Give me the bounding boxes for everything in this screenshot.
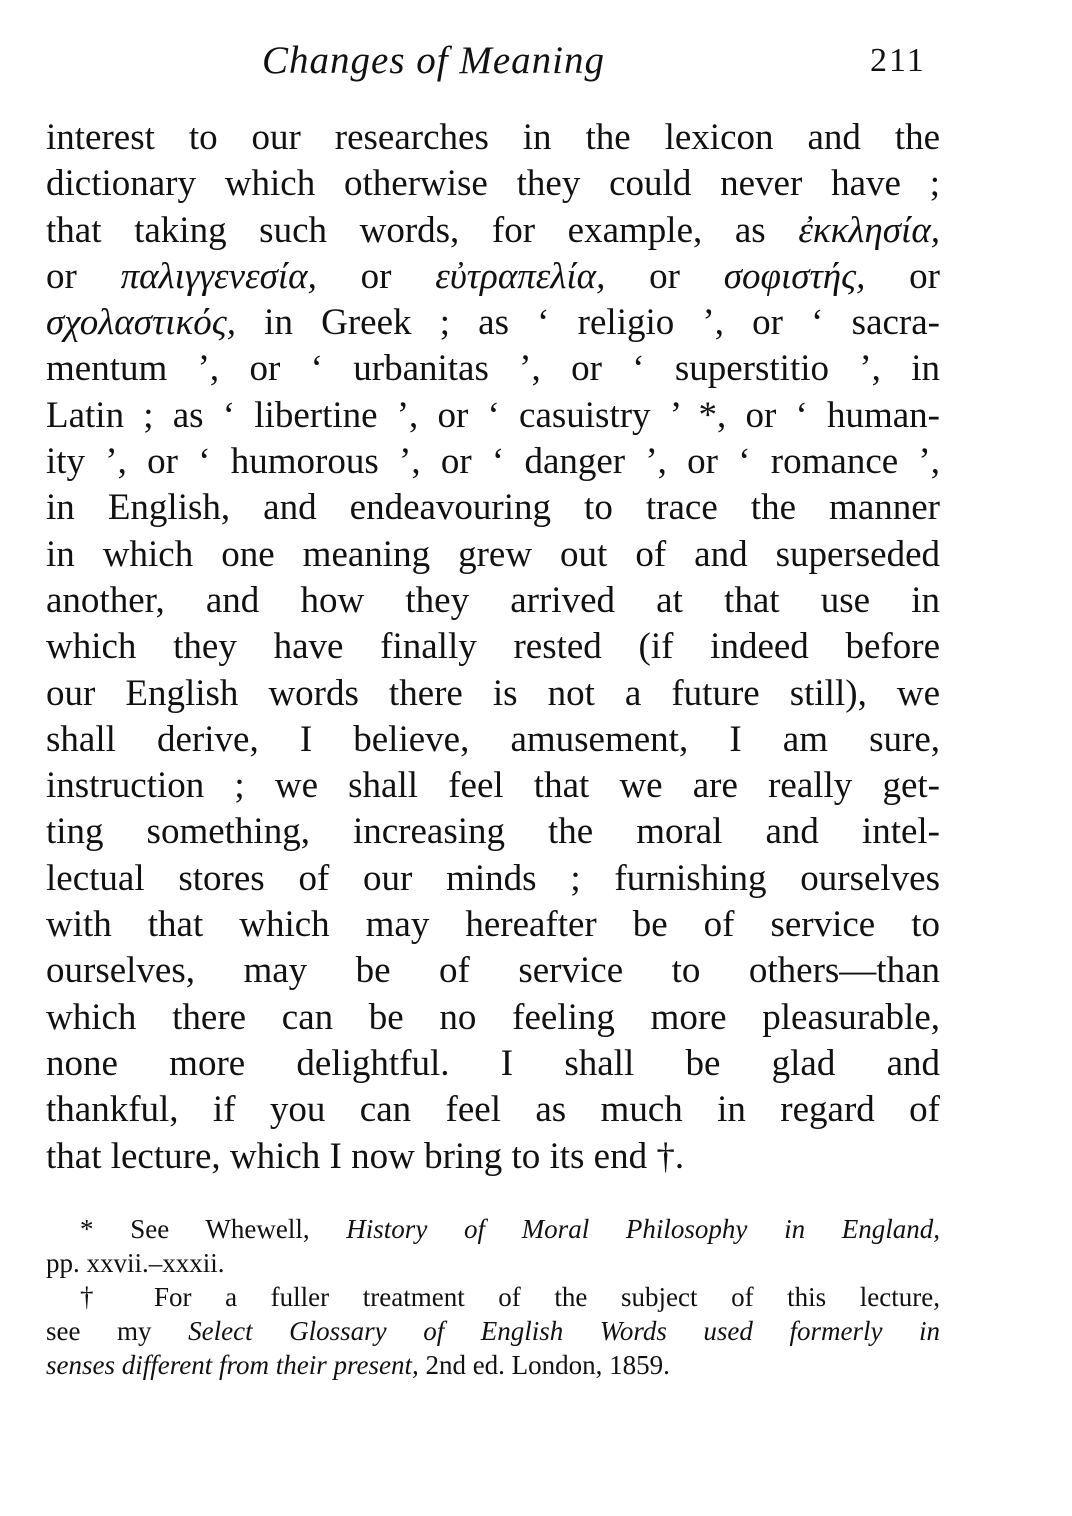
text-line [46, 254, 940, 300]
text-line: in English, and endeavouring to trace the manner [46, 487, 940, 529]
text-line: shall derive, I believe, amusement, I am sure, [46, 718, 940, 760]
text-fragment: or [865, 255, 940, 297]
greek-word: σοφιστής, [723, 255, 866, 297]
text-line: Latin ; as ‘ libertine ’, or ‘ casuistry ’ *, or ‘ human- [46, 394, 940, 436]
text-fragment: or [316, 255, 436, 297]
text-line: interest to our researches in the lexicon and the [46, 117, 940, 158]
greek-word: εὐτραπελία, [435, 255, 606, 297]
text-line: instruction ; we shall feel that we are really get- [46, 765, 940, 807]
text-line: in which one meaning grew out of and superseded [46, 533, 940, 575]
text-line: ting something, increasing the moral and intel- [46, 811, 940, 853]
footnote-book-title: Select Glossary of English Words used formerly in [188, 1316, 941, 1346]
greek-word: παλιγγενεσία, [120, 255, 317, 297]
text-line: that lecture, which I now bring to its end †. [46, 1135, 685, 1177]
text-line: which they have finally rested (if indeed before [46, 626, 940, 668]
text-fragment: that taking such words, for example, as [46, 209, 799, 251]
text-line: our English words there is not a future still), we [46, 672, 940, 714]
text-line: thankful, if you can feel as much in regard of [46, 1089, 940, 1131]
running-title: Changes of Meaning [262, 39, 605, 82]
text-line [46, 300, 940, 346]
footnote-book-title: senses different from their present, [46, 1350, 419, 1380]
text-line [46, 208, 940, 254]
text-fragment: or [46, 255, 121, 297]
footnote-line [46, 1348, 940, 1382]
text-line: ity ’, or ‘ humorous ’, or ‘ danger ’, or ‘ romance ’, [46, 441, 940, 483]
footnote-pages: pp. xxvii.–xxxii. [46, 1248, 225, 1278]
text-line: mentum ’, or ‘ urbanitas ’, or ‘ superstitio ’, in [46, 348, 940, 390]
footnote-book-title: History of Moral Philosophy in England, [346, 1214, 941, 1244]
page-number: 211 [870, 42, 926, 79]
text-line: dictionary which otherwise they could never have ; [46, 163, 940, 205]
footnotes [46, 1212, 940, 1382]
text-fragment: in Greek ; as ‘ religio ’, or ‘ sacra- [236, 302, 940, 344]
footnote-glossary: † For a fuller treatment of the subject of this lecture, [80, 1282, 940, 1312]
text-line: lectual stores of our minds ; furnishing ourselves [46, 857, 940, 899]
text-line: which there can be no feeling more pleasurable, [46, 996, 940, 1038]
text-line: with that which may hereafter be of service to [46, 904, 940, 946]
text-line: none more delightful. I shall be glad and [46, 1042, 940, 1084]
footnote-text: * See Whewell, [80, 1214, 347, 1244]
text-line: ourselves, may be of service to others—than [46, 950, 940, 992]
greek-word: σχολαστικός, [46, 302, 236, 344]
page-header [0, 30, 1072, 90]
footnote-text: see my [46, 1316, 189, 1346]
text-line: another, and how they arrived at that use in [46, 579, 940, 621]
text-fragment: or [605, 255, 724, 297]
greek-word: ἐκκλησία, [798, 209, 940, 251]
footnote-text: 2nd ed. London, 1859. [418, 1350, 670, 1380]
body-text [46, 115, 940, 1180]
footnote-line [46, 1314, 940, 1348]
footnote-whewell [46, 1212, 940, 1246]
